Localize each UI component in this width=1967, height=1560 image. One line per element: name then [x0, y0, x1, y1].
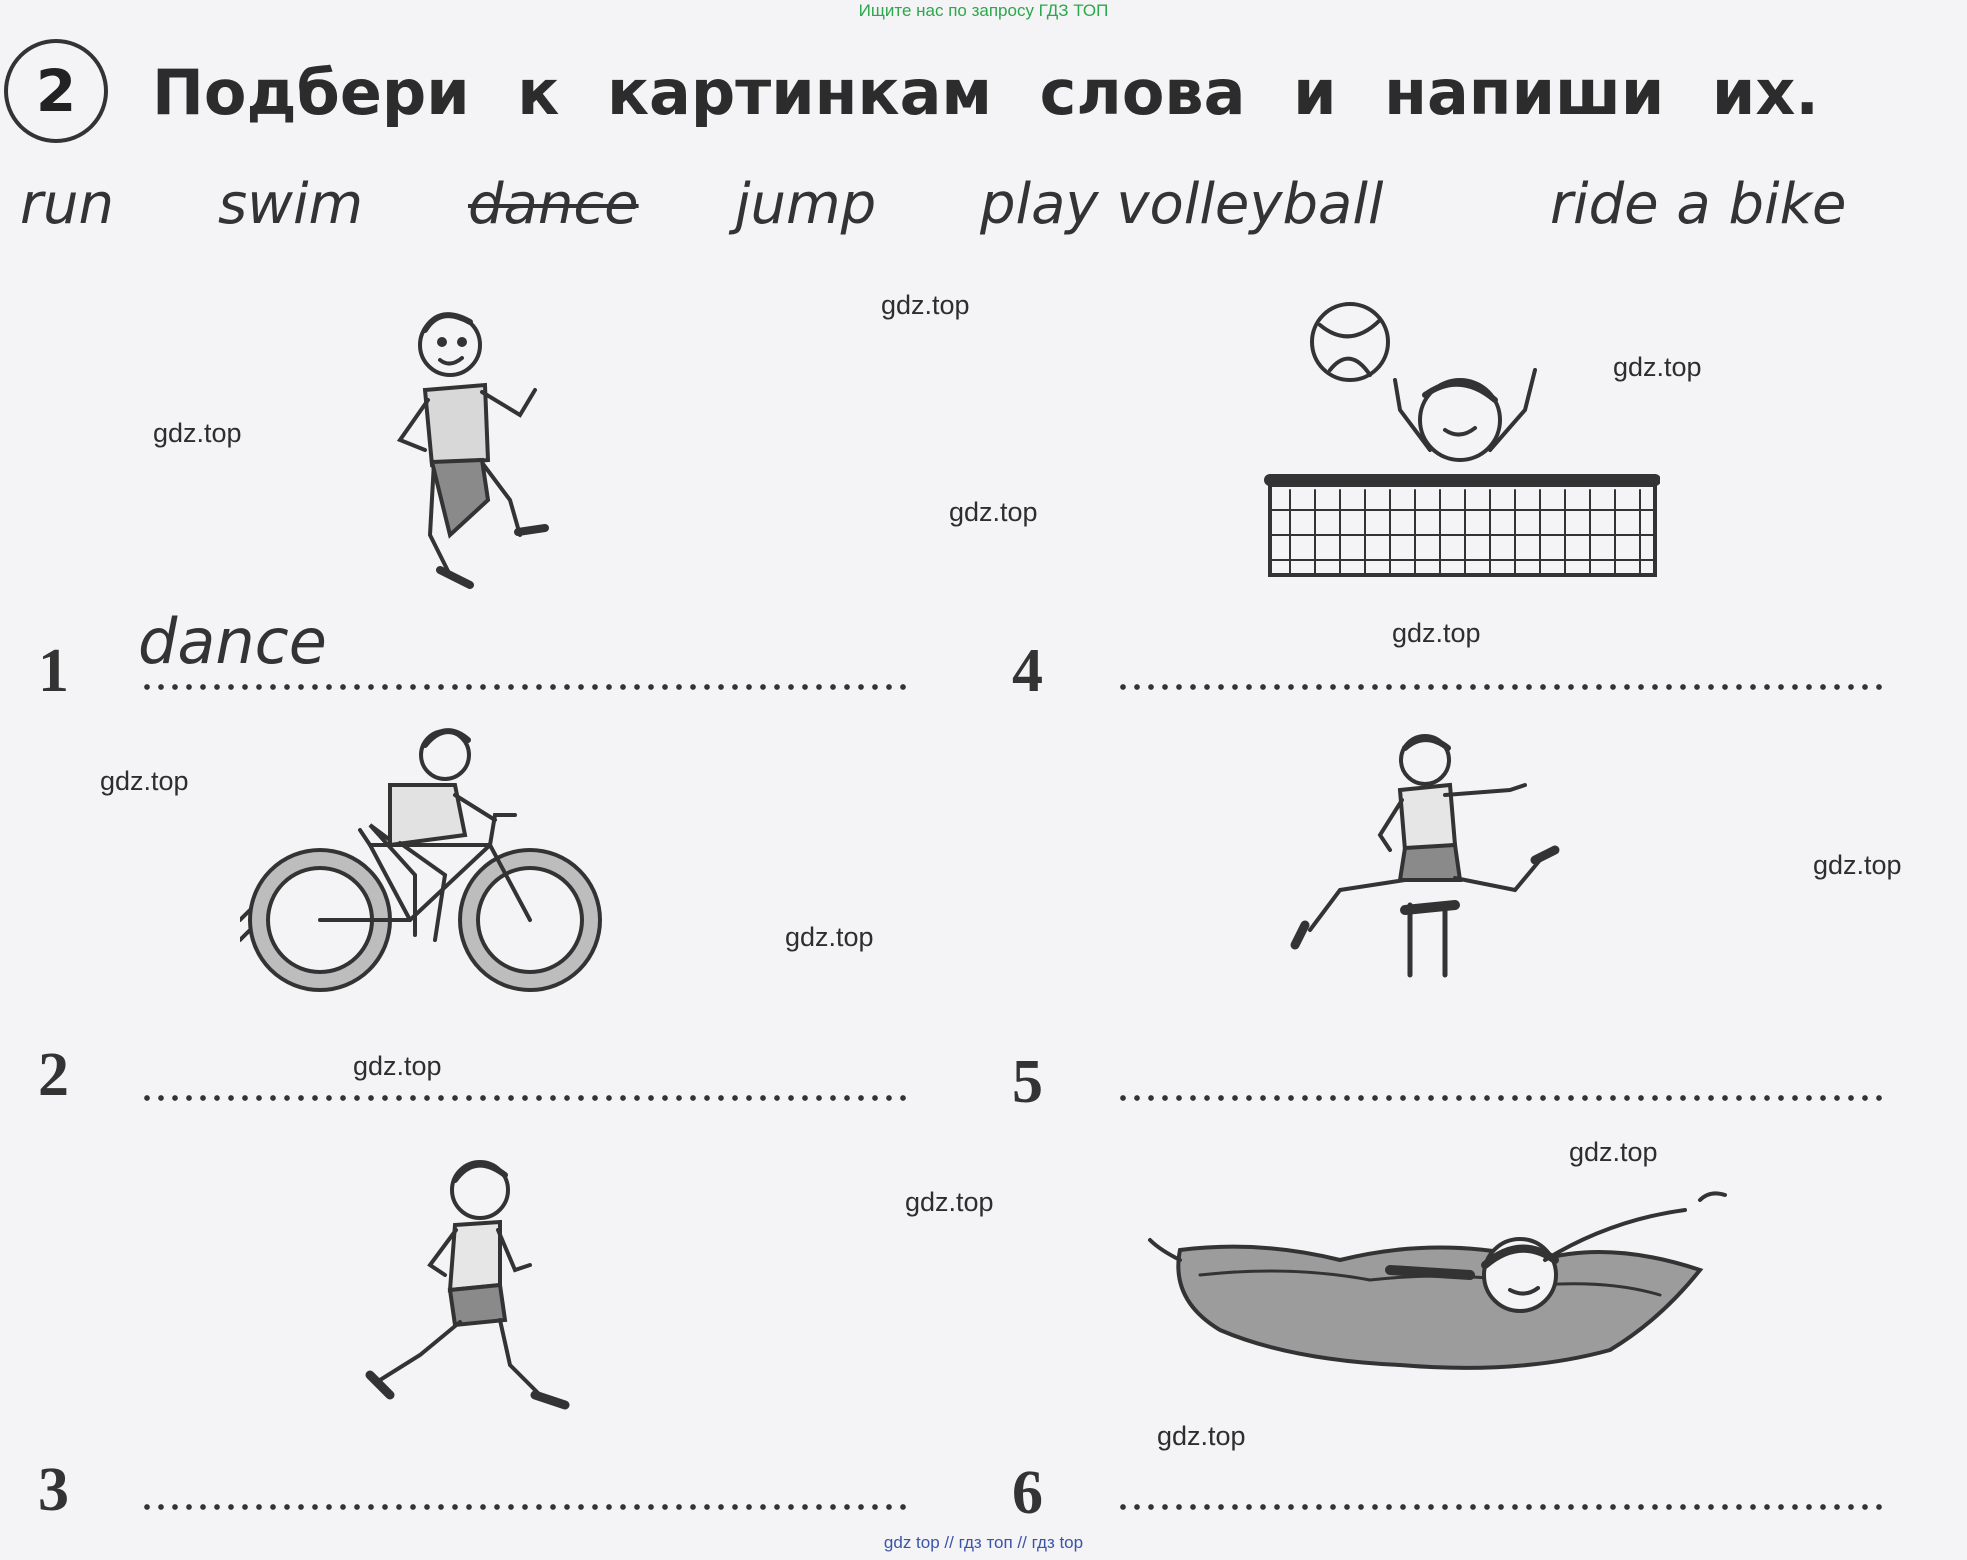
item-number-5: 5: [1012, 1048, 1043, 1116]
watermark: gdz.top: [881, 290, 970, 320]
item-number-2: 2: [38, 1041, 69, 1109]
word-bank: [20, 172, 1950, 252]
item-number-4: 4: [1012, 637, 1043, 705]
watermark: gdz.top: [1569, 1137, 1658, 1167]
girl-riding-bike-picture: [240, 725, 610, 1000]
item-number-1: 1: [38, 637, 69, 705]
watermark: gdz.top: [1613, 352, 1702, 382]
dancing-boy-picture: [370, 300, 590, 590]
footer-links[interactable]: gdz top // гдз топ // гдз top: [883, 1533, 1084, 1552]
answer-line-1[interactable]: [140, 683, 910, 691]
watermark: gdz.top: [905, 1187, 994, 1217]
task-title: Подбери к картинкам слова и напиши их.: [152, 56, 1819, 129]
task-number-badge: [4, 39, 108, 143]
boy-jumping-hurdle-picture: [1280, 730, 1570, 980]
watermark: gdz.top: [100, 766, 189, 796]
watermark: gdz.top: [1813, 850, 1902, 880]
answer-line-3[interactable]: [140, 1503, 910, 1511]
watermark: gdz.top: [949, 497, 1038, 527]
word-bank-item-swim: swim: [218, 172, 364, 237]
watermark: gdz.top: [1392, 618, 1481, 648]
answer-text-1: dance: [138, 605, 327, 678]
word-bank-item-jump: jump: [735, 172, 877, 237]
item-number-3: 3: [38, 1456, 69, 1524]
word-bank-item-ride-a-bike: ride a bike: [1550, 172, 1847, 237]
top-banner-link[interactable]: Ищите нас по запросу ГДЗ ТОП: [858, 1, 1109, 20]
running-boy-picture: [360, 1150, 580, 1420]
answer-line-6[interactable]: [1116, 1503, 1890, 1511]
watermark: gdz.top: [785, 922, 874, 952]
word-bank-item-dance: dance: [468, 172, 639, 237]
answer-line-2[interactable]: [140, 1094, 910, 1102]
answer-line-5[interactable]: [1116, 1094, 1890, 1102]
task-number: 2: [35, 57, 77, 125]
item-number-6: 6: [1012, 1459, 1043, 1527]
word-bank-item-run: run: [20, 172, 115, 237]
girl-playing-volleyball-picture: [1260, 300, 1660, 590]
answer-line-4[interactable]: [1116, 683, 1890, 691]
word-bank-item-play-volleyball: play volleyball: [980, 172, 1384, 237]
girl-swimming-picture: [1140, 1180, 1740, 1390]
watermark: gdz.top: [353, 1051, 442, 1081]
watermark: gdz.top: [1157, 1421, 1246, 1451]
watermark: gdz.top: [153, 418, 242, 448]
